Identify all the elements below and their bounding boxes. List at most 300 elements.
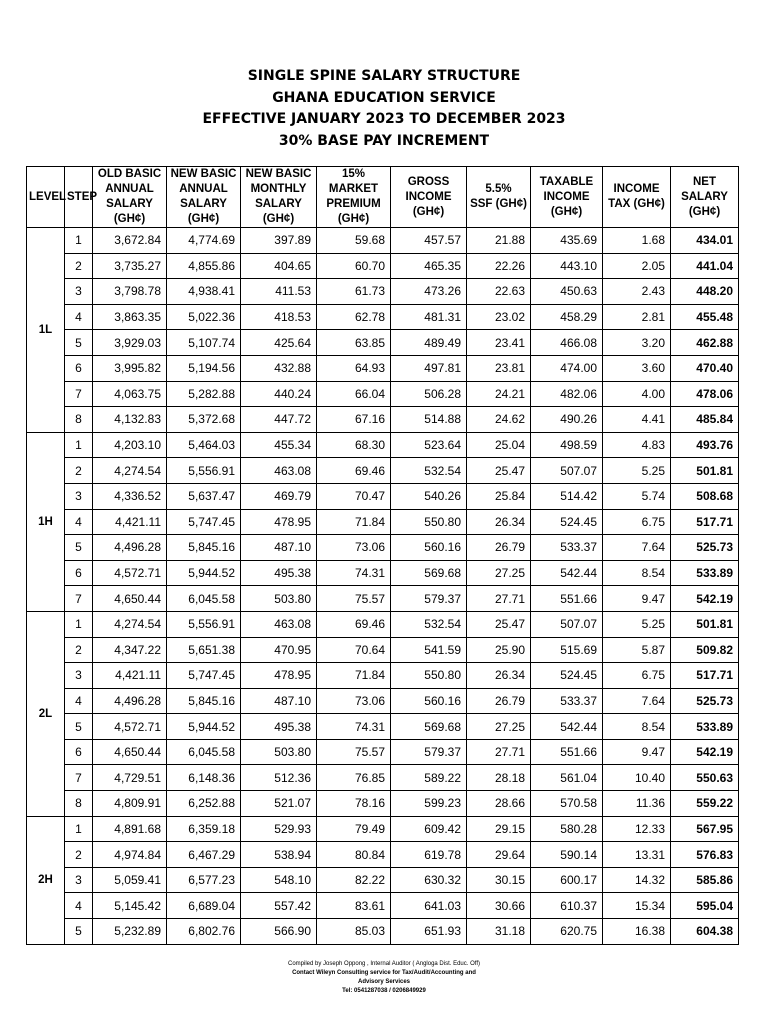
taxable-income-cell: 533.37 [531, 535, 603, 561]
income-tax-cell: 3.20 [603, 330, 671, 356]
step-cell: 7 [65, 765, 93, 791]
level-cell: 1L [27, 228, 65, 433]
table-row [27, 458, 739, 484]
ssf-cell: 26.79 [467, 688, 531, 714]
new-basic-monthly-cell: 455.34 [241, 432, 317, 458]
taxable-income-cell: 551.66 [531, 739, 603, 765]
ssf-cell: 22.63 [467, 279, 531, 305]
taxable-income-cell: 458.29 [531, 304, 603, 330]
income-tax-cell: 3.60 [603, 355, 671, 381]
new-basic-monthly-cell: 411.53 [241, 279, 317, 305]
level-cell: 2L [27, 611, 65, 816]
salary-table [26, 166, 739, 945]
gross-income-cell: 532.54 [391, 458, 467, 484]
market-premium-cell: 71.84 [317, 509, 391, 535]
market-premium-cell: 75.57 [317, 739, 391, 765]
net-salary-cell: 533.89 [671, 714, 739, 740]
old-basic-annual-cell: 4,347.22 [93, 637, 167, 663]
header-net-salary: NET SALARY (GH¢) [671, 167, 739, 228]
ssf-cell: 26.79 [467, 535, 531, 561]
old-basic-annual-cell: 3,672.84 [93, 228, 167, 254]
gross-income-cell: 489.49 [391, 330, 467, 356]
old-basic-annual-cell: 4,421.11 [93, 663, 167, 689]
new-basic-monthly-cell: 495.38 [241, 560, 317, 586]
header-row [27, 167, 739, 228]
ssf-cell: 28.66 [467, 791, 531, 817]
taxable-income-cell: 524.45 [531, 509, 603, 535]
market-premium-cell: 61.73 [317, 279, 391, 305]
new-basic-annual-cell: 5,107.74 [167, 330, 241, 356]
header-income-tax: INCOME TAX (GH¢) [603, 167, 671, 228]
ssf-cell: 23.41 [467, 330, 531, 356]
level-cell: 2H [27, 816, 65, 944]
step-cell: 3 [65, 663, 93, 689]
table-row [27, 355, 739, 381]
footer-compiled-by: Compiled by Joseph Oppong , Internal Auditor ( Angloga Dist. Educ. Off) [288, 961, 480, 967]
new-basic-annual-cell: 6,359.18 [167, 816, 241, 842]
taxable-income-cell: 507.07 [531, 611, 603, 637]
ssf-cell: 22.26 [467, 253, 531, 279]
income-tax-cell: 5.87 [603, 637, 671, 663]
taxable-income-cell: 524.45 [531, 663, 603, 689]
step-cell: 6 [65, 355, 93, 381]
step-cell: 5 [65, 919, 93, 945]
market-premium-cell: 69.46 [317, 611, 391, 637]
new-basic-annual-cell: 6,045.58 [167, 586, 241, 612]
table-row [27, 586, 739, 612]
new-basic-monthly-cell: 478.95 [241, 663, 317, 689]
market-premium-cell: 76.85 [317, 765, 391, 791]
gross-income-cell: 550.80 [391, 509, 467, 535]
net-salary-cell: 501.81 [671, 458, 739, 484]
table-row [27, 688, 739, 714]
gross-income-cell: 569.68 [391, 560, 467, 586]
market-premium-cell: 82.22 [317, 867, 391, 893]
ssf-cell: 26.34 [467, 509, 531, 535]
new-basic-monthly-cell: 469.79 [241, 483, 317, 509]
gross-income-cell: 481.31 [391, 304, 467, 330]
new-basic-monthly-cell: 404.65 [241, 253, 317, 279]
new-basic-annual-cell: 5,464.03 [167, 432, 241, 458]
new-basic-annual-cell: 5,637.47 [167, 483, 241, 509]
table-row [27, 330, 739, 356]
taxable-income-cell: 474.00 [531, 355, 603, 381]
income-tax-cell: 14.32 [603, 867, 671, 893]
new-basic-annual-cell: 6,252.88 [167, 791, 241, 817]
old-basic-annual-cell: 4,132.83 [93, 407, 167, 433]
market-premium-cell: 75.57 [317, 586, 391, 612]
gross-income-cell: 560.16 [391, 535, 467, 561]
new-basic-monthly-cell: 478.95 [241, 509, 317, 535]
market-premium-cell: 64.93 [317, 355, 391, 381]
net-salary-cell: 542.19 [671, 586, 739, 612]
ssf-cell: 25.47 [467, 611, 531, 637]
old-basic-annual-cell: 3,798.78 [93, 279, 167, 305]
income-tax-cell: 13.31 [603, 842, 671, 868]
market-premium-cell: 66.04 [317, 381, 391, 407]
income-tax-cell: 12.33 [603, 816, 671, 842]
taxable-income-cell: 507.07 [531, 458, 603, 484]
gross-income-cell: 506.28 [391, 381, 467, 407]
market-premium-cell: 68.30 [317, 432, 391, 458]
new-basic-monthly-cell: 503.80 [241, 586, 317, 612]
footer-contact: Contact Wileyn Consulting service for Tax/Audit/Accounting and [292, 970, 476, 976]
gross-income-cell: 523.64 [391, 432, 467, 458]
market-premium-cell: 67.16 [317, 407, 391, 433]
header-ssf: 5.5% SSF (GH¢) [467, 167, 531, 228]
header-new-basic-monthly: NEW BASIC MONTHLY SALARY (GH¢) [241, 167, 317, 228]
ssf-cell: 25.47 [467, 458, 531, 484]
market-premium-cell: 69.46 [317, 458, 391, 484]
new-basic-annual-cell: 4,855.86 [167, 253, 241, 279]
ssf-cell: 31.18 [467, 919, 531, 945]
table-row [27, 304, 739, 330]
income-tax-cell: 6.75 [603, 509, 671, 535]
net-salary-cell: 576.83 [671, 842, 739, 868]
new-basic-annual-cell: 5,944.52 [167, 714, 241, 740]
gross-income-cell: 497.81 [391, 355, 467, 381]
old-basic-annual-cell: 4,274.54 [93, 611, 167, 637]
income-tax-cell: 8.54 [603, 560, 671, 586]
taxable-income-cell: 600.17 [531, 867, 603, 893]
document-title [0, 66, 768, 152]
gross-income-cell: 609.42 [391, 816, 467, 842]
new-basic-annual-cell: 5,556.91 [167, 458, 241, 484]
net-salary-cell: 485.84 [671, 407, 739, 433]
market-premium-cell: 71.84 [317, 663, 391, 689]
gross-income-cell: 589.22 [391, 765, 467, 791]
old-basic-annual-cell: 4,891.68 [93, 816, 167, 842]
step-cell: 5 [65, 714, 93, 740]
income-tax-cell: 2.05 [603, 253, 671, 279]
net-salary-cell: 559.22 [671, 791, 739, 817]
market-premium-cell: 74.31 [317, 714, 391, 740]
step-cell: 2 [65, 842, 93, 868]
taxable-income-cell: 450.63 [531, 279, 603, 305]
income-tax-cell: 5.74 [603, 483, 671, 509]
new-basic-annual-cell: 4,938.41 [167, 279, 241, 305]
ssf-cell: 24.62 [467, 407, 531, 433]
gross-income-cell: 569.68 [391, 714, 467, 740]
new-basic-annual-cell: 5,556.91 [167, 611, 241, 637]
footer [0, 960, 768, 996]
gross-income-cell: 579.37 [391, 739, 467, 765]
table-body [27, 228, 739, 945]
step-cell: 1 [65, 432, 93, 458]
income-tax-cell: 4.83 [603, 432, 671, 458]
net-salary-cell: 441.04 [671, 253, 739, 279]
step-cell: 4 [65, 893, 93, 919]
old-basic-annual-cell: 3,995.82 [93, 355, 167, 381]
gross-income-cell: 532.54 [391, 611, 467, 637]
market-premium-cell: 85.03 [317, 919, 391, 945]
step-cell: 7 [65, 586, 93, 612]
taxable-income-cell: 570.58 [531, 791, 603, 817]
new-basic-monthly-cell: 566.90 [241, 919, 317, 945]
gross-income-cell: 641.03 [391, 893, 467, 919]
title-line-2: GHANA EDUCATION SERVICE [272, 89, 496, 106]
net-salary-cell: 493.76 [671, 432, 739, 458]
new-basic-monthly-cell: 503.80 [241, 739, 317, 765]
new-basic-annual-cell: 5,651.38 [167, 637, 241, 663]
income-tax-cell: 8.54 [603, 714, 671, 740]
new-basic-annual-cell: 5,747.45 [167, 663, 241, 689]
new-basic-annual-cell: 5,944.52 [167, 560, 241, 586]
step-cell: 2 [65, 637, 93, 663]
new-basic-annual-cell: 6,577.23 [167, 867, 241, 893]
step-cell: 4 [65, 509, 93, 535]
table-row [27, 381, 739, 407]
table-row [27, 637, 739, 663]
table-row [27, 842, 739, 868]
new-basic-monthly-cell: 397.89 [241, 228, 317, 254]
gross-income-cell: 630.32 [391, 867, 467, 893]
table-row [27, 560, 739, 586]
net-salary-cell: 533.89 [671, 560, 739, 586]
table-row [27, 791, 739, 817]
net-salary-cell: 434.01 [671, 228, 739, 254]
net-salary-cell: 470.40 [671, 355, 739, 381]
header-new-basic-annual: NEW BASIC ANNUAL SALARY (GH¢) [167, 167, 241, 228]
income-tax-cell: 7.64 [603, 688, 671, 714]
old-basic-annual-cell: 4,336.52 [93, 483, 167, 509]
ssf-cell: 27.71 [467, 586, 531, 612]
income-tax-cell: 4.00 [603, 381, 671, 407]
taxable-income-cell: 435.69 [531, 228, 603, 254]
income-tax-cell: 5.25 [603, 458, 671, 484]
taxable-income-cell: 515.69 [531, 637, 603, 663]
step-cell: 1 [65, 816, 93, 842]
taxable-income-cell: 542.44 [531, 560, 603, 586]
old-basic-annual-cell: 4,650.44 [93, 739, 167, 765]
market-premium-cell: 70.64 [317, 637, 391, 663]
taxable-income-cell: 514.42 [531, 483, 603, 509]
market-premium-cell: 59.68 [317, 228, 391, 254]
income-tax-cell: 9.47 [603, 739, 671, 765]
net-salary-cell: 455.48 [671, 304, 739, 330]
new-basic-monthly-cell: 548.10 [241, 867, 317, 893]
old-basic-annual-cell: 3,929.03 [93, 330, 167, 356]
new-basic-monthly-cell: 418.53 [241, 304, 317, 330]
new-basic-monthly-cell: 529.93 [241, 816, 317, 842]
new-basic-monthly-cell: 447.72 [241, 407, 317, 433]
old-basic-annual-cell: 4,274.54 [93, 458, 167, 484]
ssf-cell: 25.04 [467, 432, 531, 458]
ssf-cell: 27.25 [467, 714, 531, 740]
ssf-cell: 25.84 [467, 483, 531, 509]
taxable-income-cell: 561.04 [531, 765, 603, 791]
taxable-income-cell: 620.75 [531, 919, 603, 945]
title-line-1: SINGLE SPINE SALARY STRUCTURE [247, 68, 521, 84]
new-basic-monthly-cell: 512.36 [241, 765, 317, 791]
net-salary-cell: 508.68 [671, 483, 739, 509]
step-cell: 3 [65, 867, 93, 893]
market-premium-cell: 78.16 [317, 791, 391, 817]
market-premium-cell: 63.85 [317, 330, 391, 356]
old-basic-annual-cell: 3,863.35 [93, 304, 167, 330]
new-basic-monthly-cell: 470.95 [241, 637, 317, 663]
new-basic-annual-cell: 6,045.58 [167, 739, 241, 765]
new-basic-monthly-cell: 495.38 [241, 714, 317, 740]
ssf-cell: 28.18 [467, 765, 531, 791]
gross-income-cell: 619.78 [391, 842, 467, 868]
new-basic-annual-cell: 6,467.29 [167, 842, 241, 868]
new-basic-monthly-cell: 557.42 [241, 893, 317, 919]
table-row [27, 611, 739, 637]
new-basic-monthly-cell: 538.94 [241, 842, 317, 868]
income-tax-cell: 4.41 [603, 407, 671, 433]
table-row [27, 739, 739, 765]
title-line-3: EFFECTIVE JANUARY 2023 TO DECEMBER 2023 [202, 111, 566, 127]
old-basic-annual-cell: 3,735.27 [93, 253, 167, 279]
income-tax-cell: 6.75 [603, 663, 671, 689]
income-tax-cell: 5.25 [603, 611, 671, 637]
income-tax-cell: 9.47 [603, 586, 671, 612]
net-salary-cell: 509.82 [671, 637, 739, 663]
gross-income-cell: 599.23 [391, 791, 467, 817]
ssf-cell: 24.21 [467, 381, 531, 407]
ssf-cell: 30.66 [467, 893, 531, 919]
table-row [27, 663, 739, 689]
old-basic-annual-cell: 4,203.10 [93, 432, 167, 458]
step-cell: 4 [65, 304, 93, 330]
new-basic-monthly-cell: 440.24 [241, 381, 317, 407]
new-basic-annual-cell: 5,747.45 [167, 509, 241, 535]
gross-income-cell: 465.35 [391, 253, 467, 279]
table-row [27, 714, 739, 740]
step-cell: 7 [65, 381, 93, 407]
gross-income-cell: 540.26 [391, 483, 467, 509]
net-salary-cell: 462.88 [671, 330, 739, 356]
gross-income-cell: 514.88 [391, 407, 467, 433]
old-basic-annual-cell: 5,232.89 [93, 919, 167, 945]
table-row [27, 919, 739, 945]
taxable-income-cell: 533.37 [531, 688, 603, 714]
new-basic-annual-cell: 6,148.36 [167, 765, 241, 791]
old-basic-annual-cell: 4,063.75 [93, 381, 167, 407]
gross-income-cell: 541.59 [391, 637, 467, 663]
taxable-income-cell: 482.06 [531, 381, 603, 407]
ssf-cell: 23.81 [467, 355, 531, 381]
footer-services: Advisory Services [357, 979, 411, 985]
taxable-income-cell: 551.66 [531, 586, 603, 612]
header-taxable-income: TAXABLE INCOME (GH¢) [531, 167, 603, 228]
ssf-cell: 21.88 [467, 228, 531, 254]
market-premium-cell: 83.61 [317, 893, 391, 919]
new-basic-monthly-cell: 521.07 [241, 791, 317, 817]
taxable-income-cell: 610.37 [531, 893, 603, 919]
step-cell: 6 [65, 560, 93, 586]
market-premium-cell: 74.31 [317, 560, 391, 586]
header-market-premium: 15% MARKET PREMIUM (GH¢) [317, 167, 391, 228]
new-basic-monthly-cell: 425.64 [241, 330, 317, 356]
net-salary-cell: 501.81 [671, 611, 739, 637]
table-row [27, 765, 739, 791]
income-tax-cell: 2.43 [603, 279, 671, 305]
market-premium-cell: 79.49 [317, 816, 391, 842]
old-basic-annual-cell: 4,496.28 [93, 535, 167, 561]
step-cell: 3 [65, 483, 93, 509]
net-salary-cell: 542.19 [671, 739, 739, 765]
old-basic-annual-cell: 4,572.71 [93, 714, 167, 740]
new-basic-annual-cell: 4,774.69 [167, 228, 241, 254]
gross-income-cell: 457.57 [391, 228, 467, 254]
new-basic-monthly-cell: 463.08 [241, 611, 317, 637]
ssf-cell: 26.34 [467, 663, 531, 689]
market-premium-cell: 73.06 [317, 688, 391, 714]
taxable-income-cell: 490.26 [531, 407, 603, 433]
income-tax-cell: 15.34 [603, 893, 671, 919]
table-row [27, 483, 739, 509]
income-tax-cell: 1.68 [603, 228, 671, 254]
new-basic-annual-cell: 5,845.16 [167, 535, 241, 561]
ssf-cell: 25.90 [467, 637, 531, 663]
ssf-cell: 23.02 [467, 304, 531, 330]
old-basic-annual-cell: 4,572.71 [93, 560, 167, 586]
market-premium-cell: 62.78 [317, 304, 391, 330]
old-basic-annual-cell: 4,809.91 [93, 791, 167, 817]
old-basic-annual-cell: 5,059.41 [93, 867, 167, 893]
title-line-4: 30% BASE PAY INCREMENT [278, 132, 490, 149]
ssf-cell: 29.64 [467, 842, 531, 868]
header-gross-income: GROSS INCOME (GH¢) [391, 167, 467, 228]
level-cell: 1H [27, 432, 65, 611]
step-cell: 8 [65, 791, 93, 817]
header-old-basic-annual: OLD BASIC ANNUAL SALARY (GH¢) [93, 167, 167, 228]
net-salary-cell: 585.86 [671, 867, 739, 893]
new-basic-annual-cell: 6,689.04 [167, 893, 241, 919]
income-tax-cell: 7.64 [603, 535, 671, 561]
gross-income-cell: 550.80 [391, 663, 467, 689]
old-basic-annual-cell: 4,421.11 [93, 509, 167, 535]
gross-income-cell: 651.93 [391, 919, 467, 945]
net-salary-cell: 517.71 [671, 663, 739, 689]
ssf-cell: 27.71 [467, 739, 531, 765]
ssf-cell: 30.15 [467, 867, 531, 893]
table-row [27, 509, 739, 535]
step-cell: 5 [65, 330, 93, 356]
ssf-cell: 29.15 [467, 816, 531, 842]
net-salary-cell: 550.63 [671, 765, 739, 791]
gross-income-cell: 560.16 [391, 688, 467, 714]
step-cell: 5 [65, 535, 93, 561]
ssf-cell: 27.25 [467, 560, 531, 586]
step-cell: 8 [65, 407, 93, 433]
table-row [27, 432, 739, 458]
new-basic-monthly-cell: 487.10 [241, 535, 317, 561]
income-tax-cell: 2.81 [603, 304, 671, 330]
old-basic-annual-cell: 4,496.28 [93, 688, 167, 714]
old-basic-annual-cell: 4,974.84 [93, 842, 167, 868]
new-basic-monthly-cell: 463.08 [241, 458, 317, 484]
step-cell: 6 [65, 739, 93, 765]
income-tax-cell: 16.38 [603, 919, 671, 945]
taxable-income-cell: 498.59 [531, 432, 603, 458]
header-step: STEP [65, 167, 93, 228]
new-basic-monthly-cell: 432.88 [241, 355, 317, 381]
table-row [27, 279, 739, 305]
step-cell: 2 [65, 253, 93, 279]
market-premium-cell: 60.70 [317, 253, 391, 279]
net-salary-cell: 595.04 [671, 893, 739, 919]
step-cell: 3 [65, 279, 93, 305]
taxable-income-cell: 580.28 [531, 816, 603, 842]
net-salary-cell: 604.38 [671, 919, 739, 945]
table-row [27, 228, 739, 254]
new-basic-annual-cell: 5,372.68 [167, 407, 241, 433]
header-level: LEVEL [27, 167, 65, 228]
gross-income-cell: 473.26 [391, 279, 467, 305]
